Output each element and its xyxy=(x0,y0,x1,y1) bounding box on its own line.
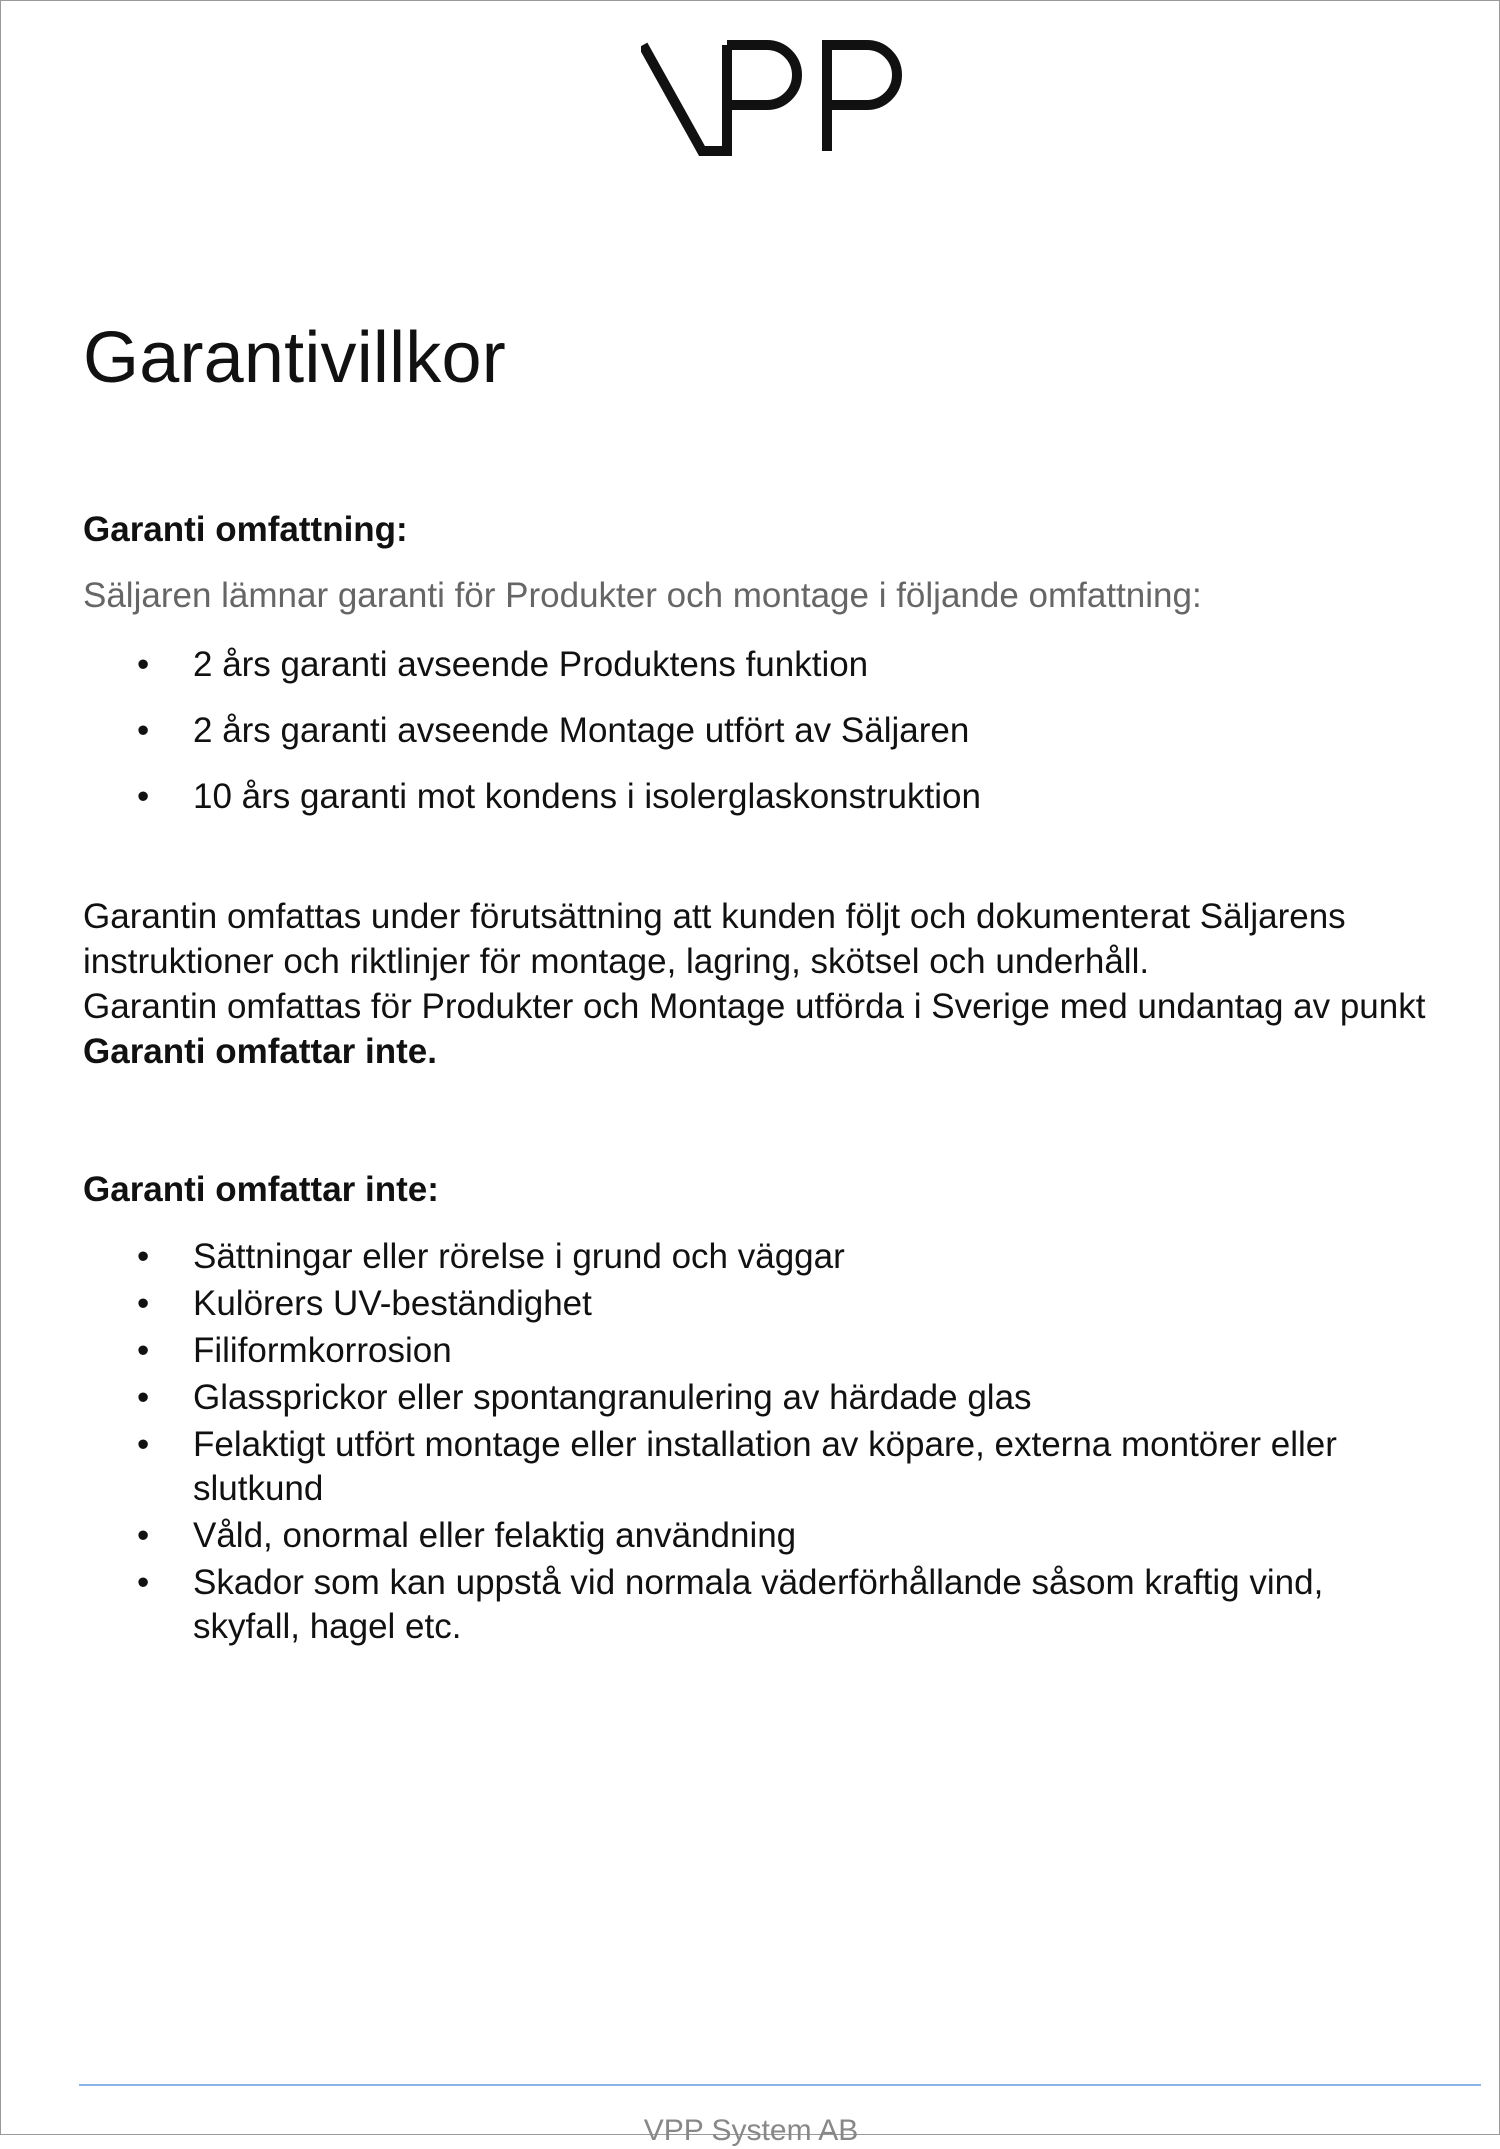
bullet-icon: • xyxy=(137,711,150,750)
list-item: • Skador som kan uppstå vid normala väderförhållande såsom kraftig vind, skyfall, hagel etc. xyxy=(137,1563,1324,1646)
section-heading-coverage: Garanti omfattning: xyxy=(83,510,408,549)
conditions-line-1: Garantin omfattas under förutsättning att kunden följt och dokumenterat Säljarens instruktioner och riktlinjer för montage, lagring, skötsel och underhåll. xyxy=(83,897,1346,981)
footer-company: VPP System AB xyxy=(643,2114,859,2147)
conditions-line-2: Garantin omfattas för Produkter och Montage utförda i Sverige med undantag av punkt xyxy=(83,987,1426,1026)
list-item: • 2 års garanti avseende Produktens funktion xyxy=(83,643,1383,687)
section-intro: Säljaren lämnar garanti för Produkter och montage i följande omfattning: xyxy=(83,576,1202,615)
page-title: Garantivillkor xyxy=(83,318,506,398)
list-item: • 10 års garanti mot kondens i isolerglaskonstruktion xyxy=(83,775,1383,819)
vpp-logo xyxy=(641,39,909,157)
bullet-icon: • xyxy=(137,1284,150,1323)
list-item: • Sättningar eller rörelse i grund och väggar xyxy=(83,1235,1423,1279)
conditions-bold-ref: Garanti omfattar inte. xyxy=(83,1032,437,1071)
coverage-list xyxy=(83,643,1383,841)
bullet-icon: • xyxy=(137,1563,150,1602)
list-item: • Våld, onormal eller felaktig användning xyxy=(83,1514,1423,1558)
list-item: • Filiformkorrosion xyxy=(83,1329,1423,1373)
conditions-paragraph xyxy=(83,894,1433,1074)
bullet-icon: • xyxy=(137,777,150,816)
bullet-icon: • xyxy=(137,1331,150,1370)
bullet-icon: • xyxy=(137,645,150,684)
list-item: • Kulörers UV-beständighet xyxy=(83,1282,1423,1326)
section-heading-exclusions: Garanti omfattar inte: xyxy=(83,1170,439,1209)
bullet-icon: • xyxy=(137,1516,150,1555)
list-item: • Glassprickor eller spontangranulering av härdade glas xyxy=(83,1376,1423,1420)
list-item: • 2 års garanti avseende Montage utfört av Säljaren xyxy=(83,709,1383,753)
exclusions-list xyxy=(83,1235,1423,1652)
list-item: • Felaktigt utfört montage eller installation av köpare, externa montörer eller slutkund xyxy=(137,1425,1337,1508)
footer-divider xyxy=(79,2084,1481,2086)
bullet-icon: • xyxy=(137,1237,150,1276)
bullet-icon: • xyxy=(137,1425,150,1464)
bullet-icon: • xyxy=(137,1378,150,1417)
